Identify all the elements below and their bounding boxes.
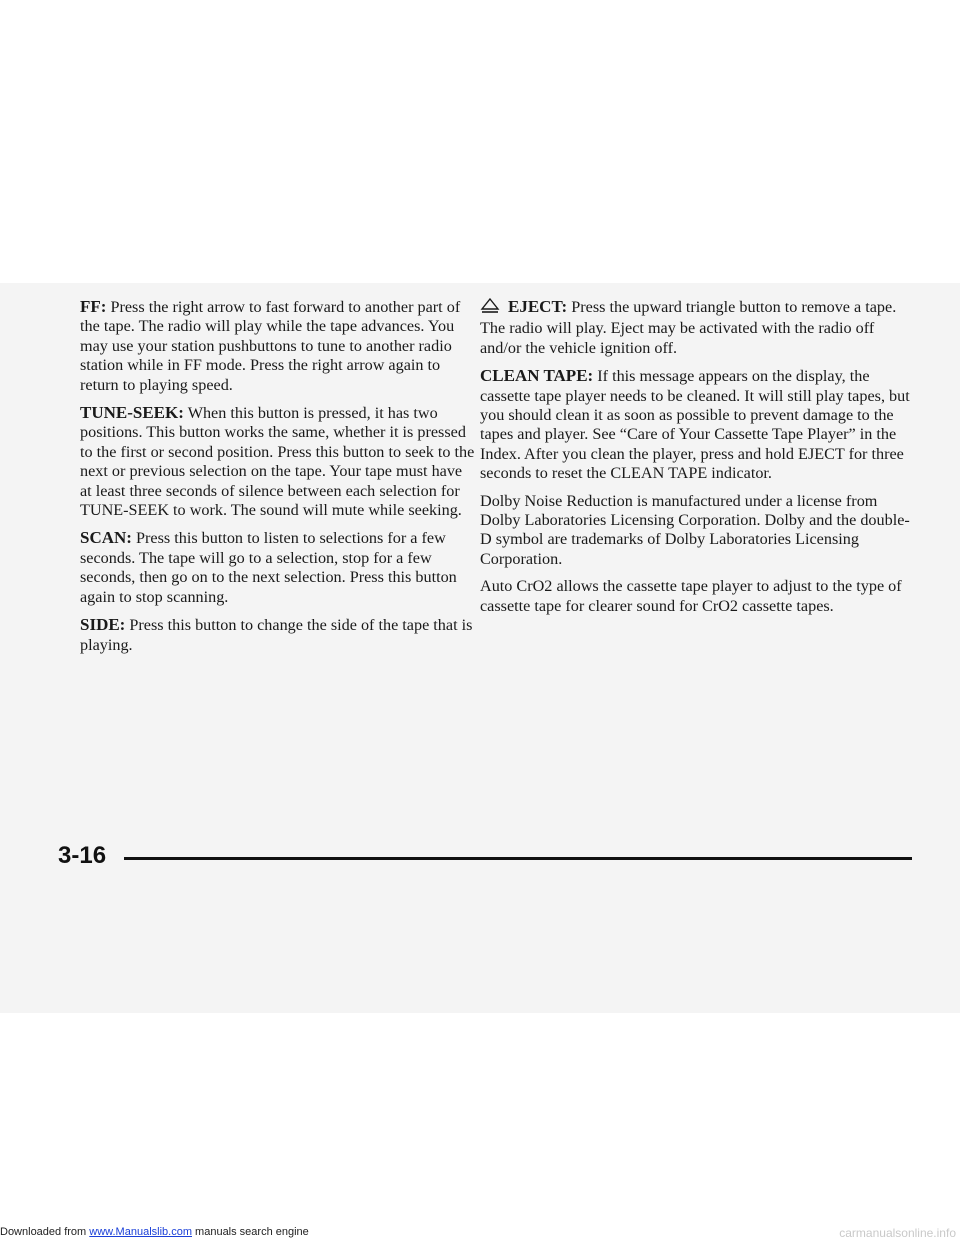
left-column bbox=[80, 297, 475, 663]
scan-paragraph bbox=[80, 528, 475, 607]
side-text: Press this button to change the side of the tape that is playing. bbox=[80, 616, 473, 654]
tune-seek-term: TUNE-SEEK: bbox=[80, 403, 184, 423]
side-paragraph bbox=[80, 615, 475, 655]
scan-term: SCAN: bbox=[80, 528, 132, 548]
download-notice bbox=[0, 1226, 309, 1238]
scan-text: Press this button to listen to selections for a few seconds. The tape will go to a selection, stop for a few seconds, then go on to the next selection. Press this button again to stop scanning. bbox=[80, 529, 457, 606]
dolby-paragraph: Dolby Noise Reduction is manufactured under a license from Dolby Laboratories Licensing Corporation. Dolby and the double-D symbol are trademarks of Dolby Laboratories Licensing Corporation. bbox=[480, 491, 910, 568]
manualslib-link[interactable]: www.Manualslib.com bbox=[89, 1226, 192, 1238]
footer-rule bbox=[124, 857, 912, 860]
tune-seek-text: When this button is pressed, it has two positions. This button works the same, whether it is pressed to the first or second position. Press this button to seek to the next or previous selection on the tape. Your tape must have at least three seconds of silence between each selection for TUNE-SEEK to work. The sound will mute while seeking. bbox=[80, 404, 475, 520]
eject-term: EJECT: bbox=[508, 297, 568, 316]
eject-text: Press the upward triangle button to remove a tape. The radio will play. Eject may be activated with the radio off and/or the vehicle ignition off. bbox=[480, 298, 897, 357]
tune-seek-paragraph bbox=[80, 403, 475, 520]
clean-tape-paragraph bbox=[480, 366, 910, 483]
clean-tape-text: If this message appears on the display, the cassette tape player needs to be cleaned. It will still play tapes, but you should clean it as soon as possible to prevent damage to the tapes and player. See “Care of Your Cassette Tape Player” in the Index. After you clean the player, press and hold EJECT for three seconds to reset the CLEAN TAPE indicator. bbox=[480, 367, 910, 483]
download-prefix: Downloaded from bbox=[0, 1226, 87, 1238]
ff-text: Press the right arrow to fast forward to another part of the tape. The radio will play while the tape advances. You may use your station pushbuttons to tune to another radio station while in FF mode. Press the right arrow again to return to playing speed. bbox=[80, 298, 461, 394]
right-column bbox=[480, 297, 910, 624]
watermark: carmanualsonline.info bbox=[839, 1226, 956, 1240]
eject-paragraph bbox=[480, 297, 910, 358]
ff-term: FF: bbox=[80, 297, 107, 316]
download-suffix: manuals search engine bbox=[195, 1226, 309, 1238]
ff-paragraph bbox=[80, 297, 475, 395]
side-term: SIDE: bbox=[80, 615, 126, 635]
eject-icon bbox=[480, 298, 500, 319]
clean-tape-term: CLEAN TAPE: bbox=[480, 366, 594, 386]
page-number: 3-16 bbox=[58, 842, 107, 869]
auto-cro2-paragraph: Auto CrO2 allows the cassette tape player to adjust to the type of cassette tape for clearer sound for CrO2 cassette tapes. bbox=[480, 577, 902, 615]
